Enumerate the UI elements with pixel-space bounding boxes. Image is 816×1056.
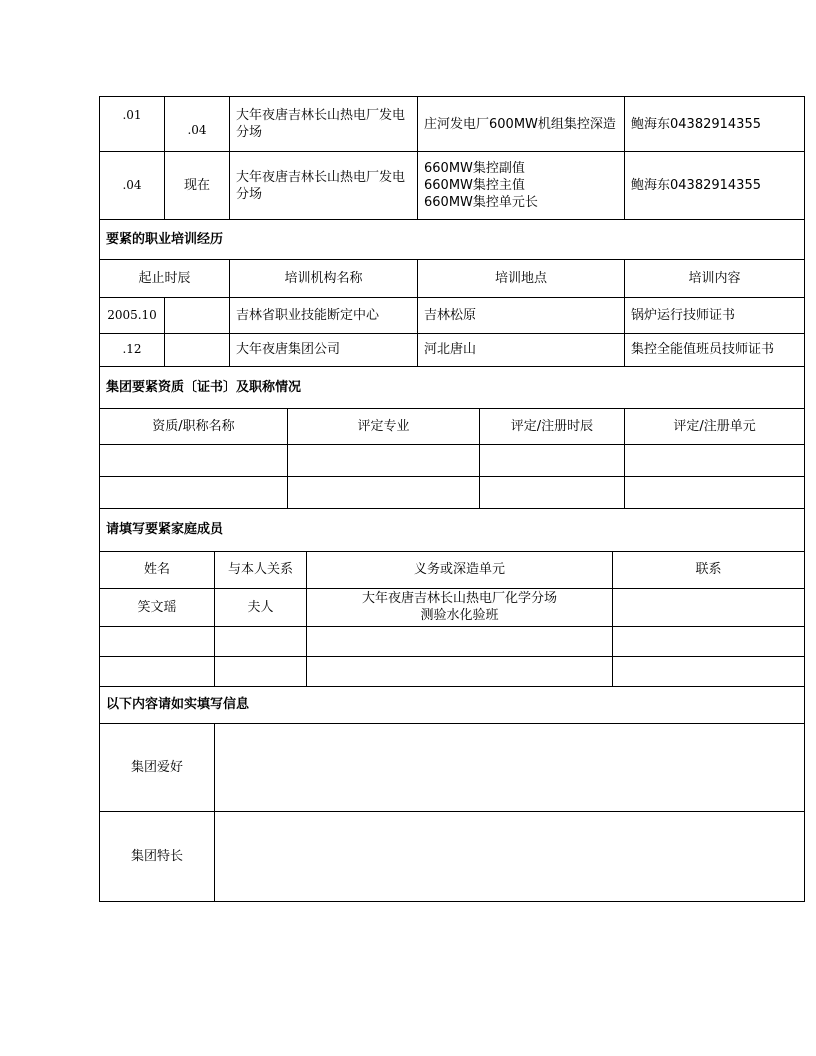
work-position-line: 660MW集控主值 [424, 178, 525, 193]
qualification-header-major: 评定专业 [288, 409, 480, 445]
training-content: 锅炉运行技师证书 [625, 297, 805, 333]
training-row [100, 333, 805, 366]
qualification-header-date: 评定/注册时辰 [480, 409, 625, 445]
training-header-location: 培训地点 [418, 259, 625, 297]
work-position-line: 660MW集控副值 [424, 161, 525, 176]
training-start-date: .12 [100, 333, 165, 366]
qualification-table [99, 367, 805, 510]
family-member-work-line: 大年夜唐吉林长山热电厂化学分场 [361, 591, 557, 606]
training-location: 河北唐山 [418, 333, 625, 366]
training-institution: 吉林省职业技能断定中心 [230, 297, 418, 333]
family-header-contact: 联系 [613, 551, 805, 588]
work-start-date: .04 [100, 152, 165, 220]
work-position-line: 660MW集控单元长 [424, 195, 538, 210]
family-member-contact[interactable] [613, 626, 805, 656]
qualification-date-cell[interactable] [480, 477, 625, 509]
work-organization: 大年夜唐吉林长山热电厂发电分场 [230, 97, 418, 152]
training-row [100, 297, 805, 333]
family-member-name: 笑文瑶 [100, 588, 215, 626]
work-end-date: 现在 [165, 152, 230, 220]
specialty-field[interactable] [215, 812, 805, 902]
training-end-date [165, 333, 230, 366]
training-institution: 大年夜唐集团公司 [230, 333, 418, 366]
qualification-date-cell[interactable] [480, 445, 625, 477]
work-position [418, 152, 625, 220]
qualification-major-cell[interactable] [288, 445, 480, 477]
work-organization: 大年夜唐吉林长山热电厂发电分场 [230, 152, 418, 220]
training-start-date: 2005.10 [100, 297, 165, 333]
family-header-work: 义务或深造单元 [307, 551, 613, 588]
family-member-work[interactable] [307, 656, 613, 686]
family-row [100, 656, 805, 686]
training-end-date [165, 297, 230, 333]
personal-info-table [99, 687, 805, 903]
family-row [100, 588, 805, 626]
training-section-title: 要紧的职业培训经历 [100, 220, 805, 259]
training-header-period: 起止时辰 [100, 259, 230, 297]
personal-section-title: 以下内容请如实填写信息 [100, 687, 805, 724]
work-history-row [100, 152, 805, 220]
family-member-name[interactable] [100, 626, 215, 656]
family-header-name: 姓名 [100, 551, 215, 588]
family-member-contact[interactable] [613, 588, 805, 626]
family-section-title: 请填写要紧家庭成员 [100, 509, 805, 551]
resume-form-sheet [99, 96, 804, 902]
family-row [100, 626, 805, 656]
qualification-row [100, 477, 805, 509]
family-member-relation: 夫人 [215, 588, 307, 626]
qualification-unit-cell[interactable] [625, 445, 805, 477]
qualification-row [100, 445, 805, 477]
family-member-relation[interactable] [215, 626, 307, 656]
qualification-section-title: 集团要紧资质〔证书〕及职称情况 [100, 367, 805, 409]
training-table [99, 220, 805, 367]
family-member-work [307, 588, 613, 626]
family-table [99, 509, 805, 687]
specialty-label: 集团特长 [100, 812, 215, 902]
training-location: 吉林松原 [418, 297, 625, 333]
training-header-institution: 培训机构名称 [230, 259, 418, 297]
qualification-major-cell[interactable] [288, 477, 480, 509]
qualification-unit-cell[interactable] [625, 477, 805, 509]
qualification-name-cell[interactable] [100, 477, 288, 509]
family-member-name[interactable] [100, 656, 215, 686]
family-member-contact[interactable] [613, 656, 805, 686]
work-end-date: .04 [165, 97, 230, 152]
family-member-work[interactable] [307, 626, 613, 656]
qualification-header-unit: 评定/注册单元 [625, 409, 805, 445]
family-member-relation[interactable] [215, 656, 307, 686]
work-start-date: .01 [100, 97, 165, 152]
family-member-work-line: 测验水化验班 [420, 608, 499, 623]
hobby-label: 集团爱好 [100, 724, 215, 812]
qualification-header-name: 资质/职称名称 [100, 409, 288, 445]
work-history-row [100, 97, 805, 152]
work-reference: 鲍海东04382914355 [625, 152, 805, 220]
hobby-field[interactable] [215, 724, 805, 812]
training-header-content: 培训内容 [625, 259, 805, 297]
qualification-name-cell[interactable] [100, 445, 288, 477]
family-header-relation: 与本人关系 [215, 551, 307, 588]
work-history-table [99, 96, 805, 220]
training-content: 集控全能值班员技师证书 [625, 333, 805, 366]
work-reference: 鲍海东04382914355 [625, 97, 805, 152]
work-position: 庄河发电厂600MW机组集控深造 [418, 97, 625, 152]
